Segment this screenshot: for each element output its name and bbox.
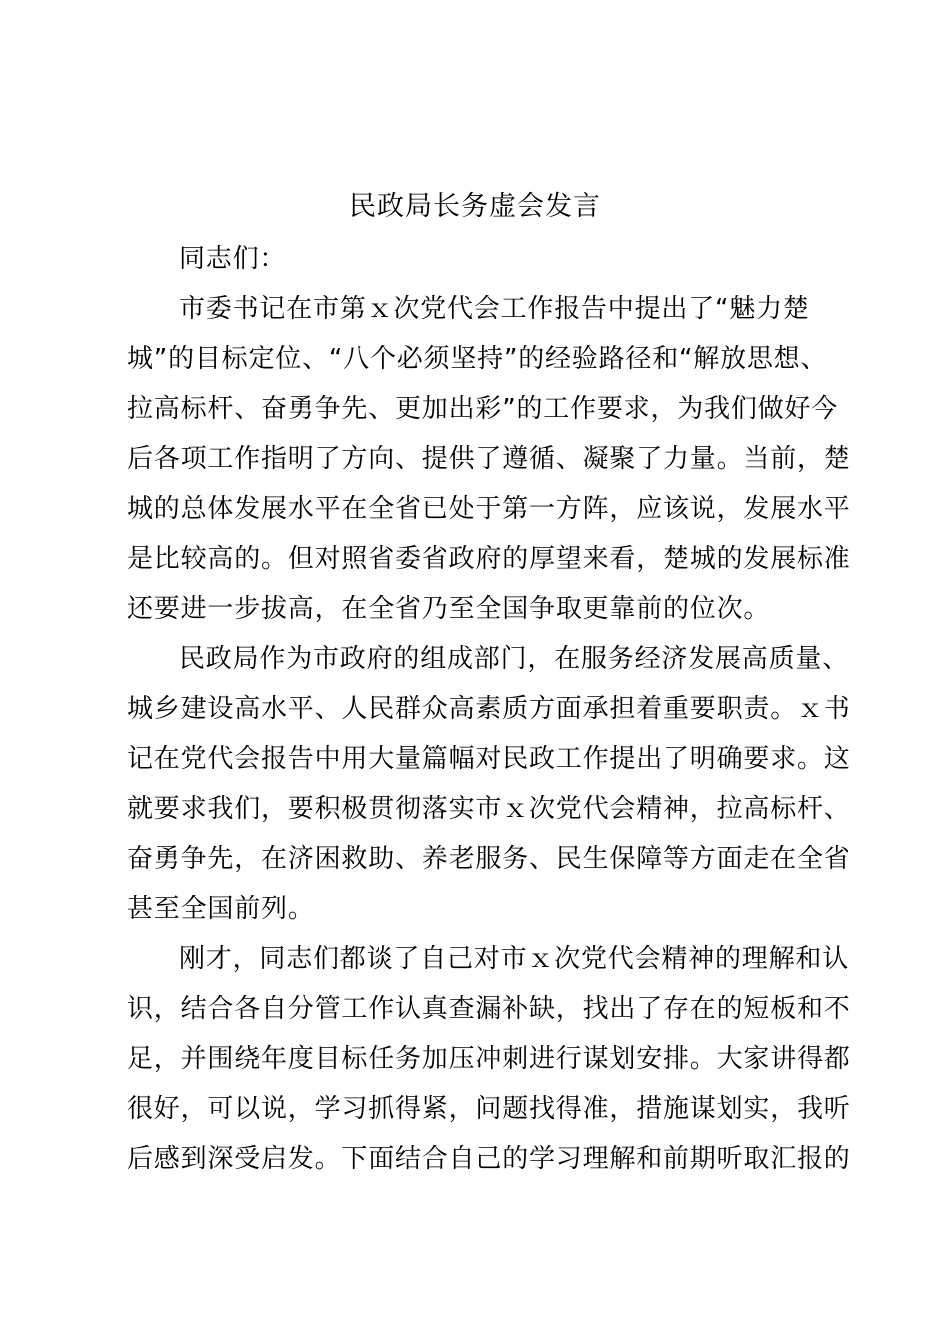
paragraph-1 <box>127 284 851 634</box>
paragraph-line: 城的总体发展水平在全省已处于第一方阵，应该说，发展水平 <box>127 494 851 524</box>
paragraph-line: 甚至全国前列。 <box>127 894 315 924</box>
paragraph-line: 识，结合各自分管工作认真查漏补缺，找出了存在的短板和不 <box>127 994 851 1024</box>
paragraph-line: 城”的目标定位、“八个必须坚持”的经验路径和“解放思想、 <box>127 344 828 374</box>
salutation: 同志们： <box>179 244 287 274</box>
paragraph-line: 记在党代会报告中用大量篇幅对民政工作提出了明确要求。这 <box>127 744 851 774</box>
paragraph-line: 足，并围绕年度目标任务加压冲刺进行谋划安排。大家讲得都 <box>127 1044 851 1074</box>
document-body <box>127 234 851 1184</box>
paragraph-line: 拉高标杆、奋勇争先、更加出彩”的工作要求，为我们做好今 <box>127 394 839 424</box>
paragraph-line: 市委书记在市第ｘ次党代会工作报告中提出了“魅力楚 <box>179 294 810 324</box>
paragraph-line: 城乡建设高水平、人民群众高素质方面承担着重要职责。ｘ书 <box>127 694 851 724</box>
paragraph-line: 刚才，同志们都谈了自己对市ｘ次党代会精神的理解和认 <box>179 944 850 974</box>
document-title: 民政局长务虚会发言 <box>349 191 601 222</box>
paragraph-line: 后感到深受启发。下面结合自己的学习理解和前期听取汇报的 <box>127 1144 851 1174</box>
paragraph-line: 就要求我们，要积极贯彻落实市ｘ次党代会精神，拉高标杆、 <box>127 794 851 824</box>
paragraph-line: 很好，可以说，学习抓得紧，问题找得准，措施谋划实，我听 <box>127 1094 851 1124</box>
paragraph-line: 奋勇争先，在济困救助、养老服务、民生保障等方面走在全省 <box>127 844 851 874</box>
paragraph-3 <box>127 934 851 1184</box>
paragraph-2 <box>127 634 851 934</box>
paragraph-line: 是比较高的。但对照省委省政府的厚望来看，楚城的发展标准 <box>127 544 851 574</box>
paragraph-line: 还要进一步拔高，在全省乃至全国争取更靠前的位次。 <box>127 594 771 624</box>
paragraph-line: 后各项工作指明了方向、提供了遵循、凝聚了力量。当前，楚 <box>127 444 851 474</box>
paragraph-line: 民政局作为市政府的组成部门，在服务经济发展高质量、 <box>179 644 850 674</box>
